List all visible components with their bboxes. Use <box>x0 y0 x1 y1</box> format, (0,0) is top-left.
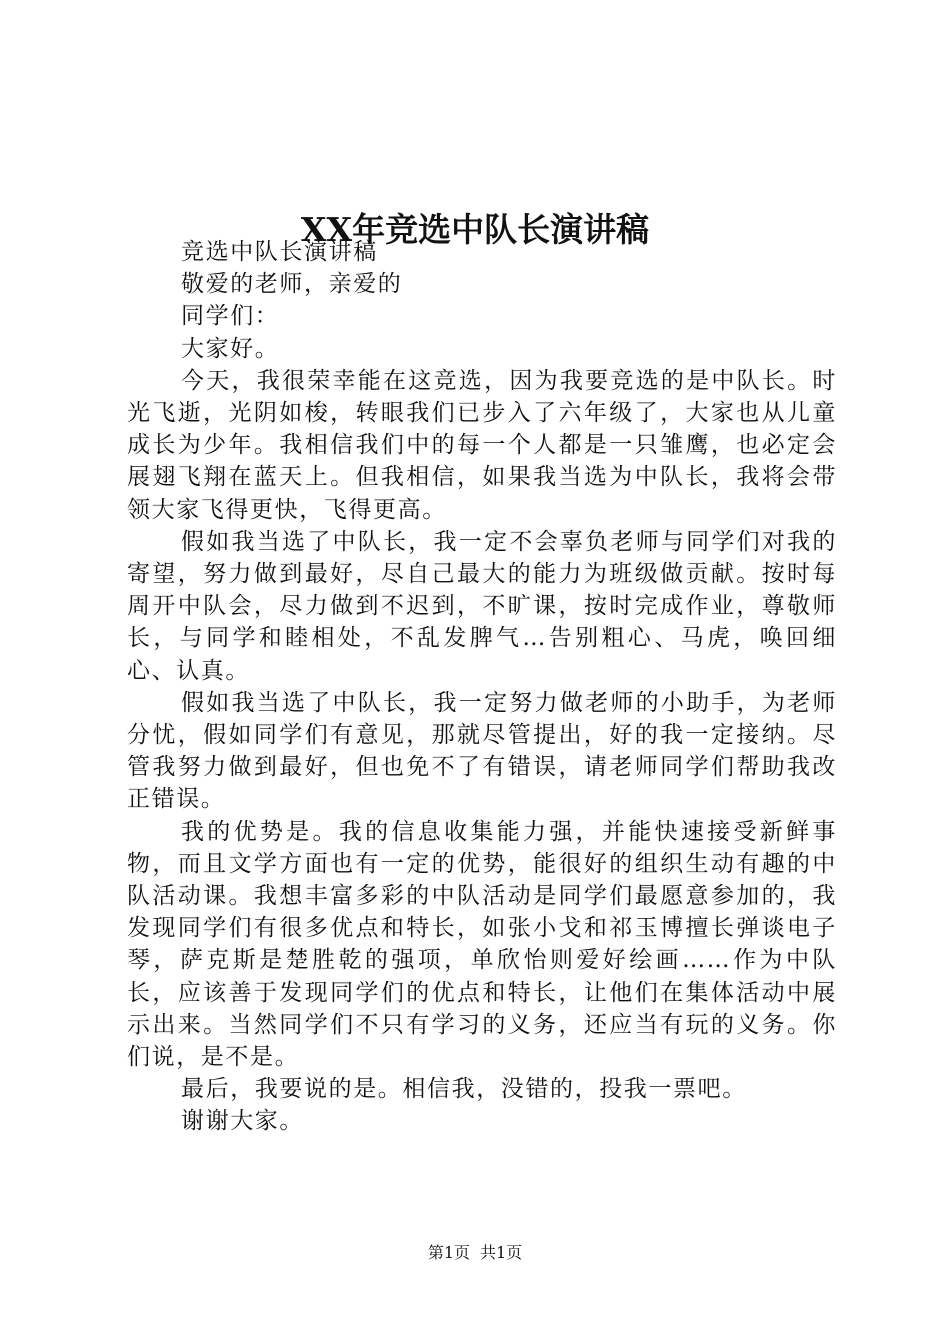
document-body <box>127 236 837 1138</box>
paragraph: 我的优势是。我的信息收集能力强，并能快速接受新鲜事物，而且文学方面也有一定的优势，能很好的组织生动有趣的中队活动课。我想丰富多彩的中队活动是同学们最愿意参加的，我发现同学们有很多优点和特长，如张小戈和祁玉博擅长弹谈电子琴，萨克斯是楚胜乾的强项，单欣怡则爱好绘画……作为中队长，应该善于发现同学们的优点和特长，让他们在集体活动中展示出来。当然同学们不只有学习的义务，还应当有玩的义务。你们说，是不是。 <box>127 818 837 1071</box>
paragraph: 今天，我很荣幸能在这竞选，因为我要竞选的是中队长。时光飞逝，光阴如梭，转眼我们已步入了六年级了，大家也从儿童成长为少年。我相信我们中的每一个人都是一只雏鹰，也必定会展翅飞翔在蓝天上。但我相信，如果我当选为中队长，我将会带领大家飞得更快，飞得更高。 <box>127 367 837 523</box>
paragraph-heading: 竞选中队长演讲稿 <box>181 239 378 265</box>
paragraph-salutation-cont: 同学们： <box>181 303 280 330</box>
paragraph-salutation: 敬爱的老师，亲爱的 <box>181 271 403 298</box>
paragraph-greeting: 大家好。 <box>181 335 280 362</box>
paragraph: 假如我当选了中队长，我一定不会辜负老师与同学们对我的寄望，努力做到最好，尽自己最大的能力为班级做贡献。按时每周开中队会，尽力做到不迟到，不旷课，按时完成作业，尊敬师长，与同学和睦相处，不乱发脾气…告别粗心、马虎，唤回细心、认真。 <box>127 528 837 684</box>
paragraph: 最后，我要说的是。相信我，没错的，投我一票吧。 <box>181 1076 747 1103</box>
page-number: 第1页 <box>427 1243 470 1262</box>
paragraph-closing: 谢谢大家。 <box>181 1108 304 1135</box>
paragraph: 假如我当选了中队长，我一定努力做老师的小助手，为老师分忧，假如同学们有意见，那就尽管提出，好的我一定接纳。尽管我努力做到最好，但也免不了有错误，请老师同学们帮助我改正错误。 <box>127 689 837 813</box>
page-footer <box>0 1241 950 1265</box>
document-title: XX年竞选中队长演讲稿 <box>300 210 650 250</box>
page-total: 共1页 <box>480 1243 523 1262</box>
